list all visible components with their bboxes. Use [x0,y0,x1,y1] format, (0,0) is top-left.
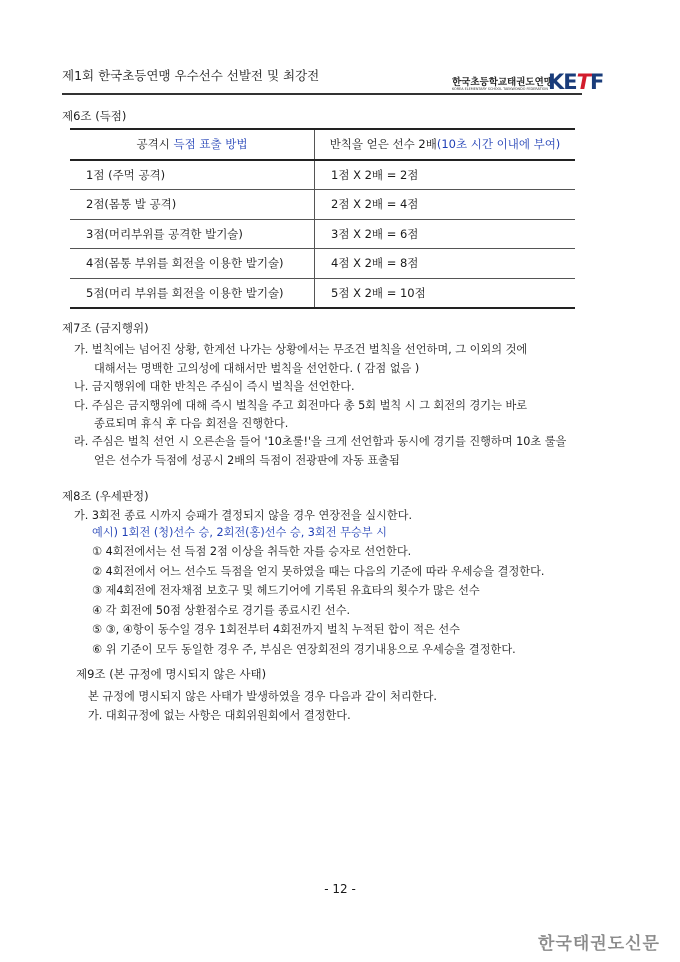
table-header-method: 공격시 득점 표출 방법 [70,129,315,160]
article9-heading: 제9조 (본 규정에 명시되지 않은 사태) [76,667,267,681]
table-row [70,219,575,249]
table-cell-calc: 1점 X 2배 = 2점 [315,160,576,190]
table-cell-method: 2점(몸통 발 공격) [70,190,315,220]
table-cell-calc: 4점 X 2배 = 8점 [315,249,576,279]
article7-line: 나. 금지행위에 대한 반칙은 주심이 즉시 벌칙을 선언한다. [74,380,355,393]
logo-korean-text: 한국초등학교태권도연맹 [452,77,553,88]
ketf-logo-mark: KETF [548,70,604,94]
article8-item: ① 4회전에서는 선 득점 2점 이상을 취득한 자를 승자로 선언한다. [92,545,412,558]
article7-line: 종료되며 휴식 후 다음 회전을 진행한다. [94,417,289,430]
article9-line: 본 규정에 명시되지 않은 사태가 발생하였을 경우 다음과 같이 처리한다. [88,690,437,703]
federation-logo [452,70,604,94]
table-cell-calc: 3점 X 2배 = 6점 [315,219,576,249]
table-cell-method: 4점(몸통 부위를 회전을 이용한 발기술) [70,249,315,279]
table-cell-method: 1점 (주먹 공격) [70,160,315,190]
page-number: - 12 - [324,882,356,896]
article7-line: 다. 주심은 금지행위에 대해 즉시 벌칙을 주고 회전마다 총 5회 벌칙 시 그 회전의 경기는 바로 [74,399,528,412]
table-row [70,249,575,279]
article8-item: ④ 각 회전에 50점 상환점수로 경기를 종료시킨 선수. [92,604,351,617]
table-cell-method: 5점(머리 부위를 회전을 이용한 발기술) [70,278,315,308]
table-header-calc: 반칙을 얻은 선수 2배(10초 시간 이내에 부여) [315,129,576,160]
article7-heading: 제7조 (금지행위) [62,321,149,335]
header-title: 제1회 한국초등연맹 우수선수 선발전 및 최강전 [62,68,320,83]
scoring-table [70,128,575,309]
article7-line: 얻은 선수가 득점에 성공시 2배의 득점이 전광판에 자동 표출됨 [94,454,400,467]
header-divider [62,93,582,95]
article6-heading: 제6조 (득점) [62,109,127,123]
article9-line: 가. 대회규정에 없는 사항은 대회위원회에서 결정한다. [88,709,351,722]
table-row [70,160,575,190]
article8-example: 예시) 1회전 (청)선수 승, 2회전(홍)선수 승, 3회전 무승부 시 [92,526,387,539]
logo-english-text: KOREA ELEMENTARY SCHOOL TAEKWONDO FEDERATION [452,87,548,91]
article7-line: 대해서는 명백한 고의성에 대해서만 벌칙을 선언한다. ( 감점 없음 ) [94,362,420,375]
table-cell-calc: 5점 X 2배 = 10점 [315,278,576,308]
table-cell-method: 3점(머리부위를 공격한 발기술) [70,219,315,249]
article7-line: 가. 벌칙에는 넘어진 상황, 한계선 나가는 상황에서는 무조건 벌칙을 선언하며, 그 이외의 것에 [74,343,528,356]
article8-item: ⑥ 위 기준이 모두 동일한 경우 주, 부심은 연장회전의 경기내용으로 우세승을 결정한다. [92,643,516,656]
article8-item: ② 4회전에서 어느 선수도 득점을 얻지 못하였을 때는 다음의 기준에 따라 우세승을 결정한다. [92,565,545,578]
article7-line: 라. 주심은 벌칙 선언 시 오른손을 들어 '10초룰!'을 크게 선언함과 동시에 경기를 진행하며 10초 룰을 [74,435,567,448]
table-row [70,190,575,220]
article8-item: ③ 제4회전에 전자채점 보호구 및 헤드기어에 기록된 유효타의 횟수가 많은 선수 [92,584,480,597]
table-cell-calc: 2점 X 2배 = 4점 [315,190,576,220]
article8-item: ⑤ ③, ④항이 동수일 경우 1회전부터 4회전까지 벌칙 누적된 합이 적은 선수 [92,623,460,636]
article8-heading: 제8조 (우세판정) [62,489,149,503]
table-header-row [70,129,575,160]
table-row [70,278,575,308]
newspaper-watermark: 한국태권도신문 [538,934,660,954]
article8-intro: 가. 3회전 종료 시까지 승패가 결정되지 않을 경우 연장전을 실시한다. [74,509,413,522]
